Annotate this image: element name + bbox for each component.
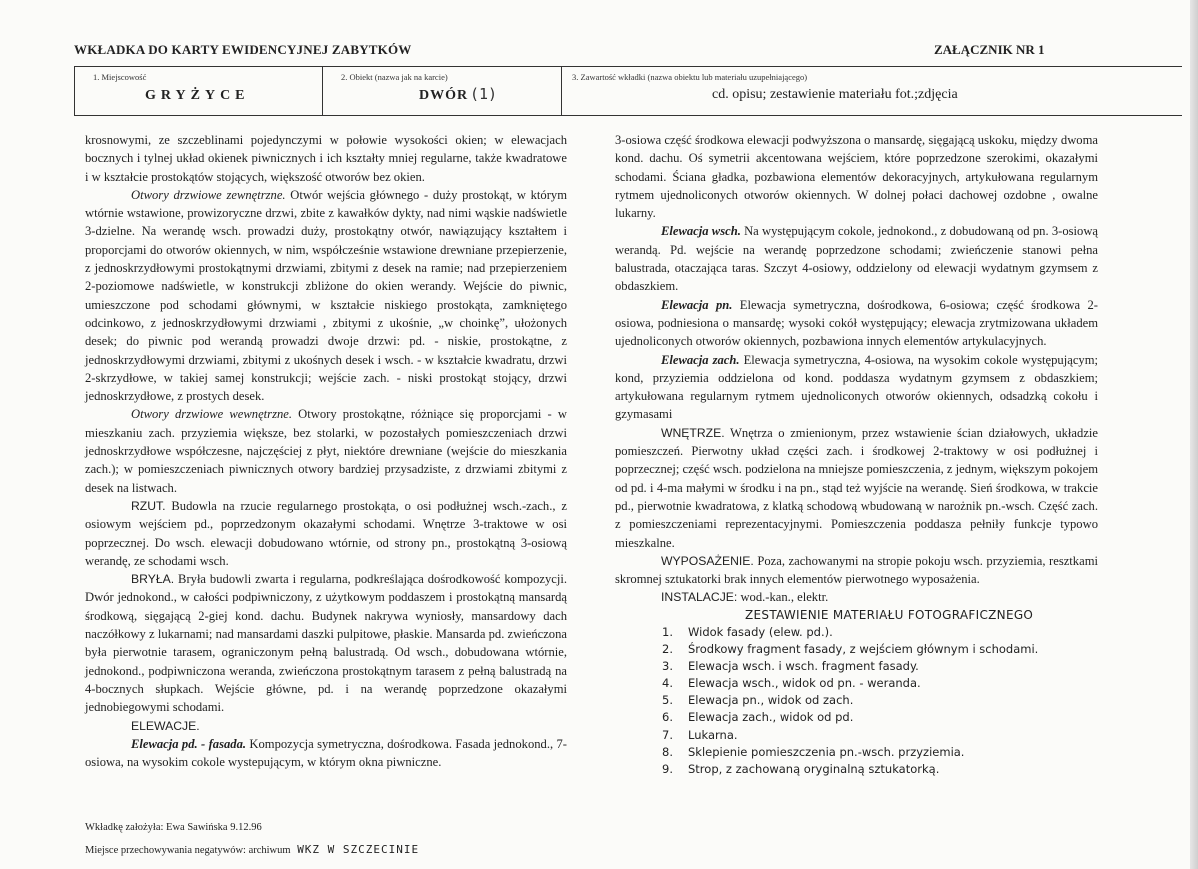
paragraph-heading: Otwory drzwiowe zewnętrzne. — [131, 187, 286, 202]
section-heading: BRYŁA. — [131, 572, 175, 587]
content-label: 3. Zawartość wkładki (nazwa obiektu lub materiału uzupełniającego) — [572, 72, 808, 82]
paragraph-text: Otwory prostokątne, różniące się proporcjami - w mieszkaniu zach. przyziemia większe, bez stolarki, w pozostałych pomieszczeniach drzwi jednoskrzydłowe współczesne, najczęściej z płyt, niektóre drewniane (wejście do mieszkania zach.); w pomieszczeniach piwnicznych otwory bardziej przysadziste, z drzwiami zbitymi z desek na listwach. — [85, 407, 567, 495]
list-text: Strop, z zachowaną oryginalną sztukatorką. — [688, 761, 940, 776]
list-item — [662, 658, 1038, 675]
document-title: WKŁADKA DO KARTY EWIDENCYJNEJ ZABYTKÓW — [74, 42, 412, 57]
scan-edge — [1190, 0, 1198, 869]
list-text: Elewacja wsch., widok od pn. - weranda. — [688, 676, 921, 691]
section-heading: WNĘTRZE. — [661, 425, 725, 440]
list-number: 6. — [662, 710, 673, 725]
paragraph — [85, 186, 567, 406]
list-number: 4. — [662, 676, 673, 691]
section-heading: ELEWACJE. — [131, 718, 200, 733]
section-heading: INSTALACJE: — [661, 590, 738, 605]
paragraph-text: Na występującym cokole, jednokond., z dobudowaną od pn. 3-osiową werandą. Pd. wejście na werandę poprzedzone schodami; zwieńczenie stanowi pełna balustrada, otaczająca taras. Szczyt 4-osiowy, oddzielony od elewacji wydatnym gzymsem z obdaszkiem. — [615, 224, 1098, 294]
storage-label: Miejsce przechowywania negatywów: archiwum — [85, 845, 291, 856]
list-item — [662, 761, 1038, 778]
paragraph — [85, 717, 567, 735]
attachment-number: ZAŁĄCZNIK NR 1 — [934, 42, 1045, 57]
list-item — [662, 692, 1038, 709]
list-number: 3. — [662, 659, 673, 674]
list-item — [662, 727, 1038, 744]
list-text: Elewacja pn., widok od zach. — [688, 693, 854, 708]
list-number: 5. — [662, 693, 673, 708]
list-text: Sklepienie pomieszczenia pn.-wsch. przyziemia. — [688, 744, 965, 759]
list-text: Lukarna. — [688, 727, 738, 742]
paragraph-heading: Elewacja wsch. — [661, 224, 741, 239]
photo-list — [662, 624, 1038, 778]
photo-list-title: ZESTAWIENIE MATERIAŁU FOTOGRAFICZNEGO — [745, 608, 1034, 622]
paragraph-text: wod.-kan., elektr. — [737, 590, 829, 605]
object-handwritten-number: (1) — [470, 85, 498, 103]
paragraph — [615, 424, 1098, 552]
paragraph-text: Poza, zachowanymi na stropie pokoju wsch. przyziemia, resztkami skromnej sztukatorki brak innych elementów pierwotnego wyposażenia. — [615, 553, 1098, 587]
paragraph: 3-osiowa część środkowa elewacji podwyższona o mansardę, sięgającą uskoku, między dwoma kond. dachu. Oś symetrii akcentowana wejściem, które poprzedzone szerokimi, okazałymi schodami. Ściana gładka, pozbawiona elementów dekoracyjnych, artykułowana regularnym rytmem ujednoliconych otworów okiennych. W dolnej połaci dachowej ozdobne , owalne lukarny. — [615, 133, 1098, 221]
list-text: Środkowy fragment fasady, z wejściem głównym i schodami. — [688, 642, 1039, 657]
list-number: 7. — [662, 727, 673, 742]
paragraph — [85, 735, 567, 772]
content-field — [561, 67, 1182, 115]
paragraph-text: Budowla na rzucie regularnego prostokąta, o osi podłużnej wsch.-zach., z osiowym wejściem pd., poprzedzonym okazałymi schodami. Wnętrze 3-traktowe w osi poprzecznej. Do wsch. elewacji dobudowano wtórnie, od strony pn., prostokątną 3-osiową werandę, ze schodami wsch. — [85, 498, 567, 568]
place-label: 1. Miejscowość — [93, 72, 147, 82]
paragraph-text: Elewacja symetryczna, 4-osiowa, na wysokim cokole występującym; kond, przyziemia oddzielona od kond. poddasza wydatnym gzymsem z obdaszkiem; artykułowana regularnym rytmem ujednoliconych otworów okiennych, odsadzką cokołu i gzymasami — [615, 352, 1098, 422]
list-number: 9. — [662, 761, 673, 776]
paragraph — [615, 296, 1098, 351]
list-item — [662, 709, 1038, 726]
list-number: 1. — [662, 625, 673, 639]
object-label: 2. Obiekt (nazwa jak na karcie) — [341, 72, 448, 82]
paragraph — [615, 588, 1098, 606]
paragraph — [85, 405, 567, 496]
content-value: cd. opisu; zestawienie materiału fot.;zdjęcia — [712, 87, 958, 102]
object-field — [322, 67, 561, 115]
list-item — [662, 641, 1038, 658]
place-field — [74, 67, 322, 115]
list-text: Elewacja zach., widok od pd. — [688, 710, 854, 725]
paragraph-text: Kompozycja symetryczna, dośrodkowa. Fasada jednokond., 7-osiowa, na wysokim cokole wystepującym, w którym okna piwniczne. — [85, 736, 567, 770]
list-text: Widok fasady (elew. pd.). — [688, 625, 833, 639]
paragraph-heading: Elewacja pd. - fasada. — [131, 736, 247, 751]
left-text-column — [85, 131, 567, 771]
header-fields-row — [74, 66, 1182, 116]
storage-value: WKZ W SZCZECINIE — [297, 843, 420, 856]
paragraph-heading: Elewacja zach. — [661, 352, 740, 367]
list-number: 2. — [662, 642, 673, 657]
paragraph-text: Bryła budowli zwarta i regularna, podkreślająca dośrodkowość kompozycji. Dwór jednokond., w całości podpiwniczony, z użytkowym poddaszem i prostokątną mansardą środkową, sięgającą 2-giej kond. dachu. Budynek nakrywa wyniosły, mansardowy dach naczółkowy z lukarnami; nad mansardami daszki pulpitowe, płaskie. Mansarda pd. zwieńczona była pierwotnie tarasem, ograniczonym pełną balustradą. Od wsch., dobudowana wtórnie, jednokond., podpiwniczona weranda, zwieńczona prostokątnym tarasem z pełną balustradą na 4-bocznych słupkach. Wejście główne, pd. i na werandę poprzedzone okazałymi jednobiegowymi schodami. — [85, 572, 567, 715]
paragraph-text: Wnętrza o zmienionym, przez wstawienie ścian działowych, układzie pomieszczeń. Pierwotny układ części zach. i środkowej 2-traktowy w osi podłużnej i poprzecznej; część wsch. podzielona na mniejsze pomieszczenia, z jednym, większym pokojem od pd. i 4-ma małymi w środku i na pn., stąd też wyjście na werandę. Sień środkowa, w trakcie pd., pierwotnie kwadratowa, z klatką schodową wbudowaną w narożnik pn.-wsch. Część zach. z pomieszczeniami reprezentacyjnymi. Pomieszczenia poddasza pełniły funkcje typowo mieszkalne. — [615, 425, 1098, 550]
paragraph-heading: Elewacja pn. — [661, 297, 733, 312]
paragraph-heading: Otwory drzwiowe wewnętrzne. — [131, 407, 292, 422]
section-heading: WYPOSAŻENIE. — [661, 553, 754, 568]
list-number: 8. — [662, 744, 673, 759]
object-value: DWÓR — [419, 88, 469, 103]
list-item — [662, 624, 1038, 641]
place-value: GRYŻYCE — [145, 88, 250, 103]
paragraph — [615, 351, 1098, 424]
paragraph — [85, 497, 567, 570]
author-line: Wkładkę założyła: Ewa Sawińska 9.12.96 — [85, 822, 262, 833]
paragraph: krosnowymi, ze szczeblinami pojedynczymi w połowie wysokości okien; w elewacjach bocznych i tylnej układ okienek piwnicznych i ich kształty mniej regularne, także kwadratowe i w kształcie prostokątów stojących, większość otworów bez okien. — [85, 133, 567, 184]
section-heading: RZUT. — [131, 498, 166, 513]
paragraph — [615, 222, 1098, 295]
paragraph-text: Elewacja symetryczna, dośrodkowa, 6-osiowa; część środkowa 2-osiowa, podniesiona o mansardę; wysoki cokół występujący; elewacja zrytmizowana układem ujednoliconych otworów okiennych, pozbawiona innych elementów artykulacyjnych. — [615, 297, 1098, 349]
storage-line — [85, 843, 419, 856]
paragraph-text: Otwór wejścia głównego - duży prostokąt, w którym wtórnie wstawione, prowizoryczne drzwi, zbite z kawałków dykty, nad nimi wąskie nadświetle 3-dzielne. Na werandę wsch. prowadzi duży, prostokątny otwór, nawiązujący kształtem i proporcjami do otworów okiennych, w nim, współcześnie wstawione drewniane przepierzenie, z jednoskrzydłowymi prostokątnymi drzwiami, zbitymi z desek na ramie; nad przepierzeniem 2-poziomowe nadświetle, w konstrukcji zbliżone do okien werandy. Wejście do piwnic, umieszczone pod schodami głównymi, w kształcie niskiego prostokąta, zamkniętego odcinkowo, z jednoskrzydłowymi drzwiami , zbitymi z ukośnie, „w choinkę”, ułożonych desek; do piwnic pod werandą prowadzi dwoje drzwi: pd. - niskie, prostokątne, z jednoskrzydłowymi drzwiami, zbitymi z ukośnych desek i wsch. - w kształcie kwadratu, drzwi 2-skrzydłowe, w takiej samej konstrukcji; wejście zach. - niski prostokąt stojący, drzwi jednoskrzydłowe, z prostych desek. — [85, 187, 567, 404]
paragraph — [615, 552, 1098, 589]
list-text: Elewacja wsch. i wsch. fragment fasady. — [688, 659, 919, 674]
paragraph — [85, 570, 567, 716]
list-item — [662, 675, 1038, 692]
list-item — [662, 744, 1038, 761]
right-text-column — [615, 131, 1098, 607]
